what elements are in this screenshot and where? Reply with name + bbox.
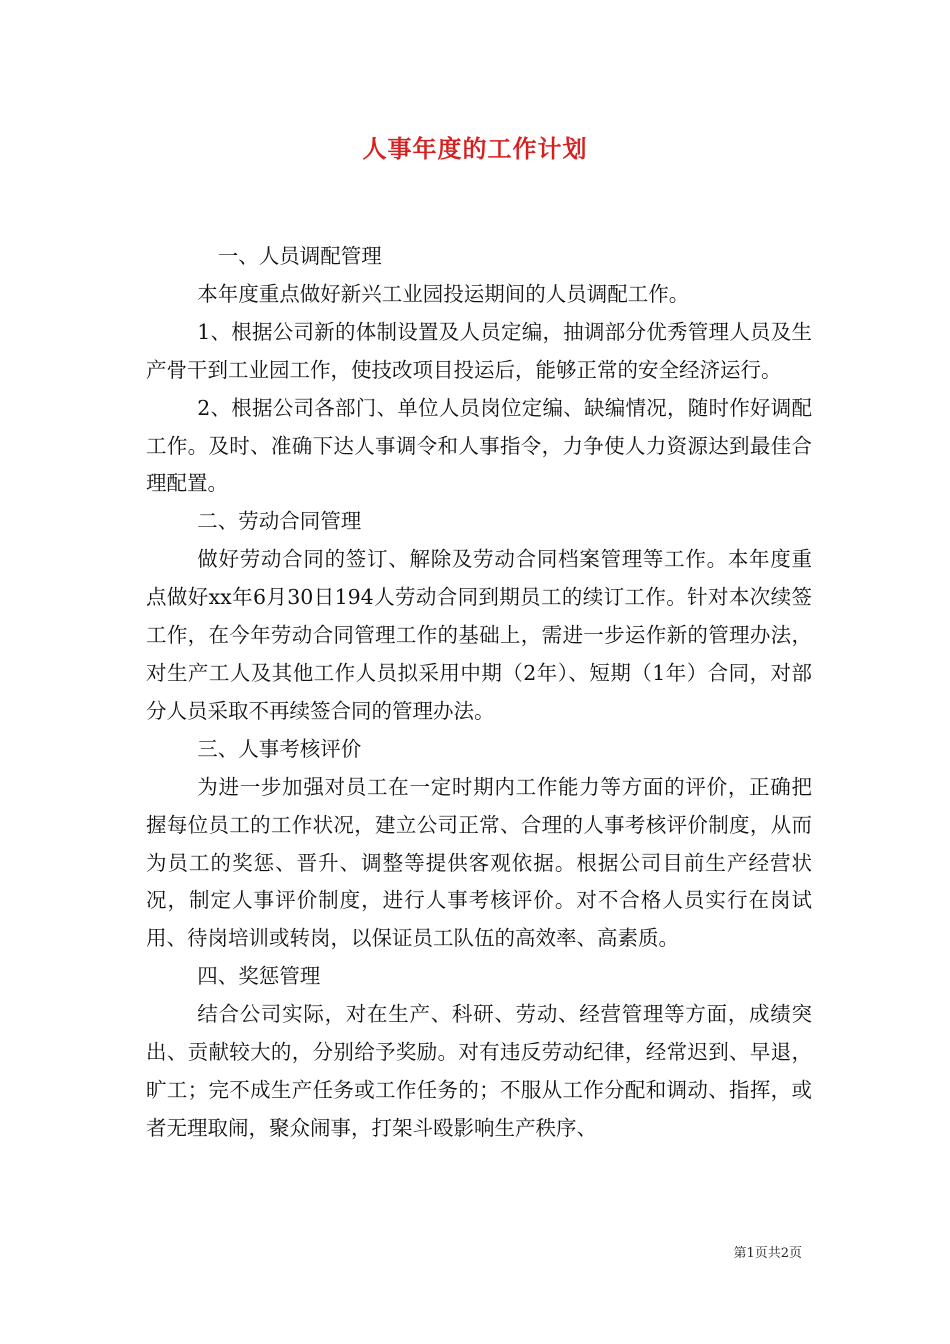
section-heading-personnel-evaluation: 三、人事考核评价 [197, 736, 362, 761]
paragraph-rewards-penalties: 结合公司实际，对在生产、科研、劳动、经营管理等方面，成绩突出、贡献较大的，分别给予奖励。对有违反劳动纪律，经常迟到、早退，旷工；完不成生产任务或工作任务的；不服从工作分配和调动、指挥，或者无理取闹，聚众闹事，打架斗殴影响生产秩序、 [146, 1002, 812, 1140]
document-body [146, 238, 812, 1148]
page-number: 第1页共2页 [733, 1246, 802, 1261]
section-heading-personnel-allocation: 一、人员调配管理 [217, 244, 382, 268]
section-heading-labor-contract: 二、劳动合同管理 [197, 509, 362, 534]
paragraph-allocation-item-2: 2、根据公司各部门、单位人员岗位定编、缺编情况，随时作好调配工作。及时、准确下达人事调令和人事指令，力争使人力资源达到最佳合理配置。 [146, 395, 812, 496]
section-heading-rewards-penalties: 四、奖惩管理 [197, 964, 321, 989]
document-title: 人事年度的工作计划 [362, 134, 588, 163]
paragraph-personnel-evaluation: 为进一步加强对员工在一定时期内工作能力等方面的评价，正确把握每位员工的工作状况，建立公司正常、合理的人事考核评价制度，从而为员工的奖惩、晋升、调整等提供客观依据。根据公司目前生产经营状况，制定人事评价制度，进行人事考核评价。对不合格人员实行在岗试用、待岗培训或转岗，以保证员工队伍的高效率、高素质。 [146, 774, 812, 951]
paragraph-allocation-focus: 本年度重点做好新兴工业园投运期间的人员调配工作。 [197, 281, 690, 306]
paragraph-labor-contract: 做好劳动合同的签订、解除及劳动合同档案管理等工作。本年度重点做好xx年6月30日194人劳动合同到期员工的续订工作。针对本次续签工作，在今年劳动合同管理工作的基础上，需进一步运作新的管理办法，对生产工人及其他工作人员拟采用中期（2年）、短期（1年）合同，对部分人员采取不再续签合同的管理办法。 [146, 547, 812, 723]
paragraph-allocation-item-1: 1、根据公司新的体制设置及人员定编，抽调部分优秀管理人员及生产骨干到工业园工作，使技改项目投运后，能够正常的安全经济运行。 [146, 319, 812, 382]
